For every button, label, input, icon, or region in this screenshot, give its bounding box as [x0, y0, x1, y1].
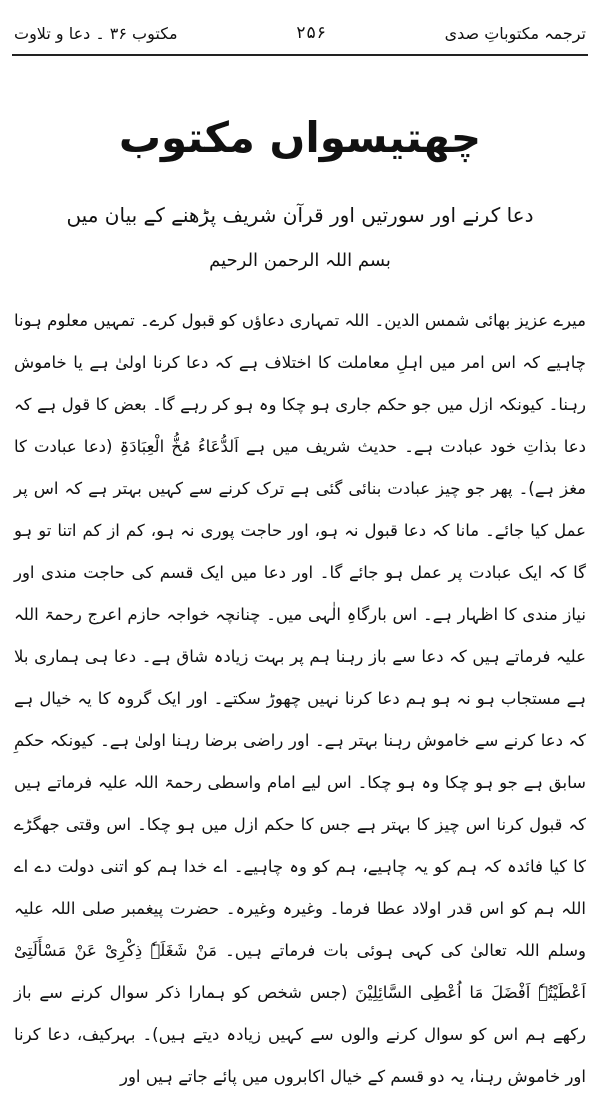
chapter-subtitle: دعا کرنے اور سورتیں اور قرآن شریف پڑھنے کے بیان میں — [66, 203, 534, 227]
header-rule — [12, 54, 588, 56]
running-head-chapter: مکتوب ۳۶ ۔ دعا و تلاوت — [14, 23, 178, 43]
chapter-title: چھتیسواں مکتوب — [118, 113, 482, 162]
page-number: ۲۵۶ — [295, 23, 327, 43]
body-text — [14, 300, 586, 1098]
running-head — [14, 18, 586, 48]
paragraph: میرے عزیز بھائی شمس الدین۔ اللہ تمہاری دعاؤں کو قبول کرے۔ تمہیں معلوم ہونا چاہیے کہ اس امر میں اہلِ معاملت کا اختلاف ہے کہ دعا کرنا اولیٰ ہے یا خاموش رہنا۔ کیونکہ ازل میں جو حکم جاری ہو چکا وہ ہو کر رہے گا۔ بعض کا قول ہے کہ دعا بذاتِ خود عبادت ہے۔ حدیث شریف میں ہے اَلدُّعَاءُ مُخُّ الْعِبَادَۃِ (دعا عبادت کا مغز ہے)۔ پھر جو چیز عبادت بنائی گئی ہے ترک کرنے سے کہیں بہتر ہے کہ اس پر عمل کیا جائے۔ مانا کہ دعا قبول نہ ہو، اور حاجت پوری نہ ہو، کم از کم اتنا تو ہو گا کہ ایک عبادت پر عمل ہو جائے گا۔ اور دعا میں ایک قسم کی حاجت مندی اور نیاز مندی کا اظہار ہے۔ اس بارگاہِ الٰہی میں۔ چنانچہ خواجہ حازم اعرج رحمۃ اللہ علیہ فرماتے ہیں کہ دعا سے باز رہنا ہم پر بہت زیادہ شاق ہے۔ دعا ہی ہماری بلا ہے مستجاب ہو نہ ہو ہم دعا کرنا نہیں چھوڑ سکتے۔ اور ایک گروہ کا یہ خیال ہے کہ دعا کرنے سے خاموش رہنا بہتر ہے۔ اور راضی برضا رہنا اولیٰ ہے۔ کیونکہ حکمِ سابق ہے جو ہو چکا وہ ہو چکا۔ اس لیے امام واسطی رحمۃ اللہ علیہ فرماتے ہیں کہ قبول کرنا اس چیز کا بہتر ہے جس کا حکم ازل میں ہو چکا۔ اس وقتی جھگڑے کا کیا فائدہ کہ ہم کو یہ چاہیے، ہم کو وہ چاہیے۔ اے خدا ہم کو اتنی دولت دے اے اللہ ہم کو اس قدر اولاد عطا فرما۔ وغیرہ وغیرہ۔ حضرت پیغمبر صلی اللہ علیہ وسلم اللہ تعالیٰ کی کہی ہوئی بات فرماتے ہیں۔ مَنْ شَغَلَہٗ ذِکْرِیْ عَنْ مَسْأَلَتِیْ اَعْطَیْتُہٗ اَفْضَلَ مَا اُعْطِی السَّائِلِیْنَ (جس شخص کو ہمارا ذکر سوال کرنے سے باز رکھے ہم اس کو سوال کرنے والوں سے کہیں زیادہ دیتے ہیں)۔ بہرکیف، دعا کرنا اور خاموش رہنا، یہ دو قسم کے خیال اکابروں میں پائے جاتے ہیں اور — [14, 311, 586, 1086]
bismillah: بسم اللہ الرحمن الرحیم — [209, 250, 391, 271]
running-head-book-title: ترجمہ مکتوباتِ صدی — [444, 23, 586, 43]
